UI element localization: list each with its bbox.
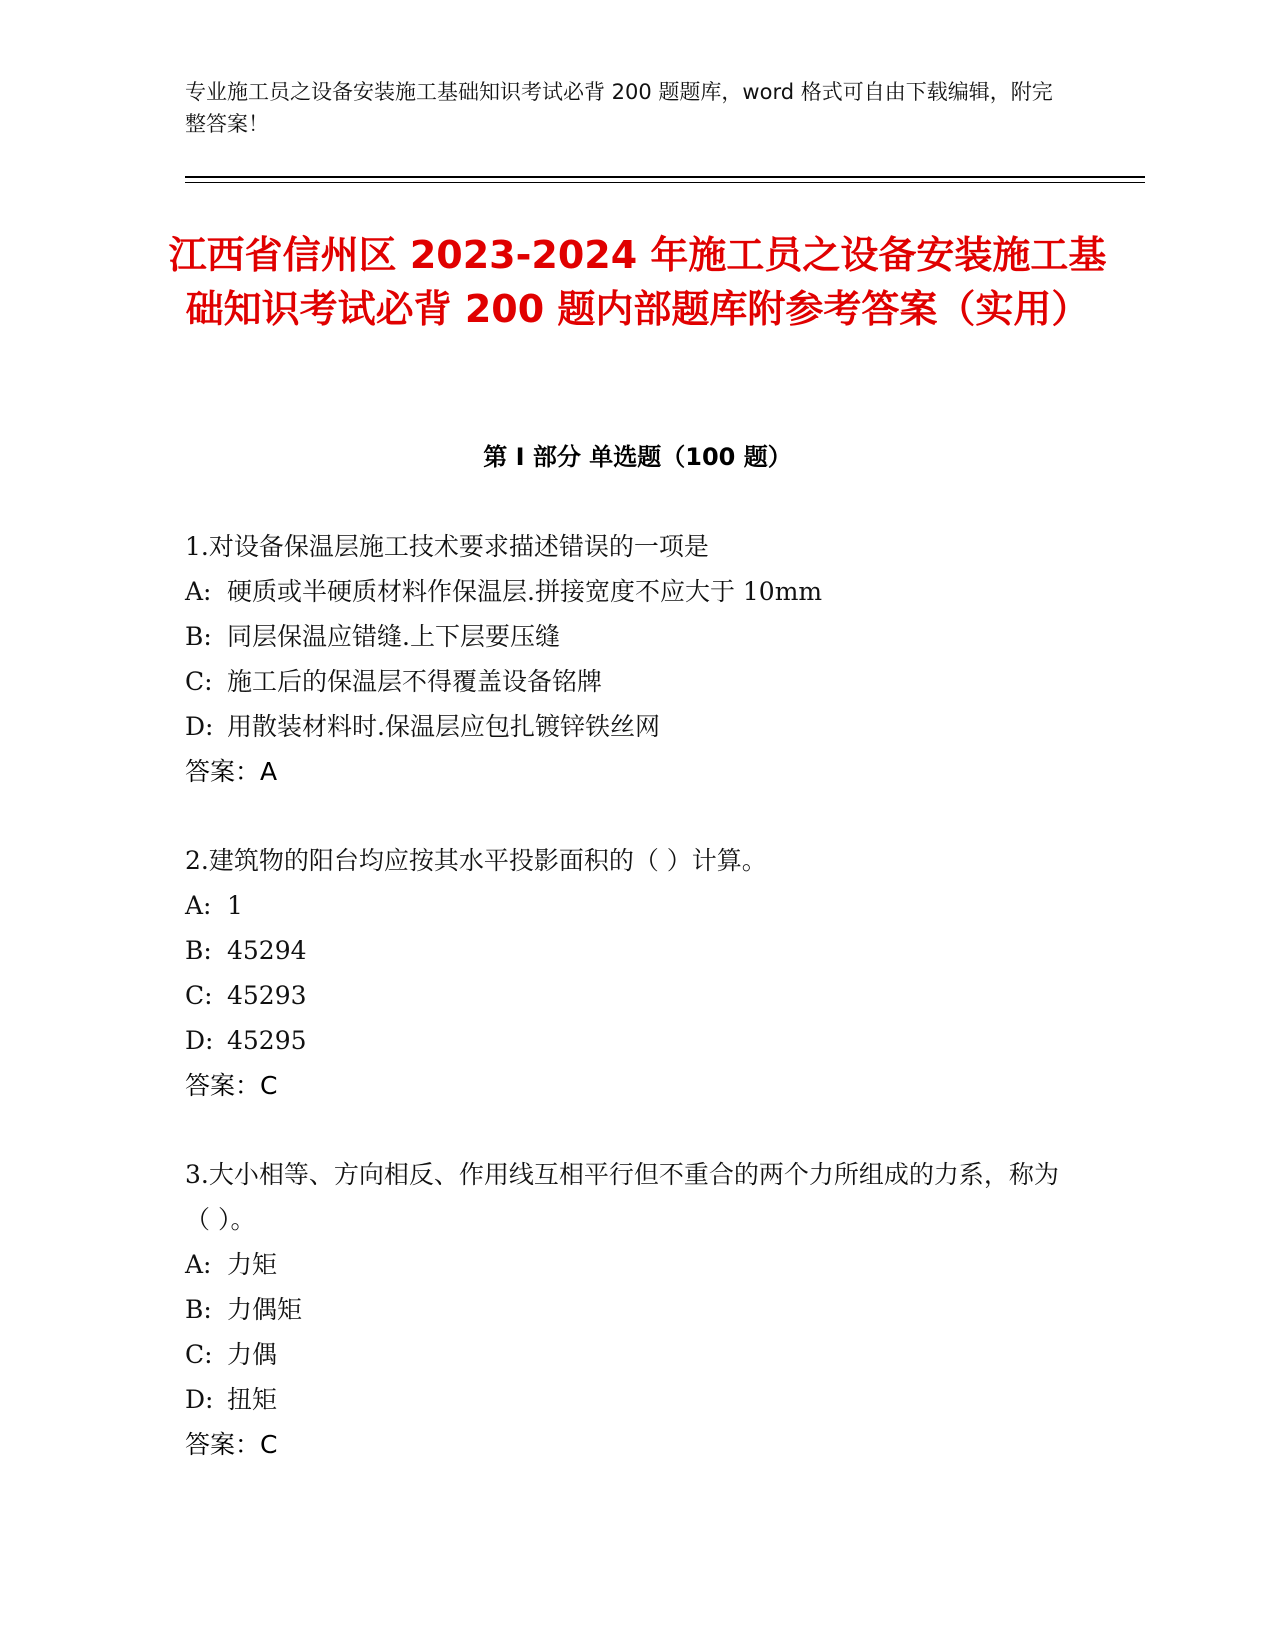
option-label: C: [185,667,213,696]
option-label: D: [185,1026,214,1055]
answer-line [185,749,1065,794]
answer-prefix: 答案： [185,757,261,786]
answer-prefix: 答案： [185,1071,261,1100]
section-heading: 第 I 部分 单选题（100 题） [483,443,792,471]
option-text: 同层保温应错缝.上下层要压缝 [227,622,560,651]
document-title: 江西省信州区 2023-2024 年施工员之设备安装施工基础知识考试必背 200 题内部题库附参考答案（实用） [168,233,1107,331]
option-d [185,1018,1065,1063]
header-note: 专业施工员之设备安装施工基础知识考试必背 200 题题库，word 格式可自由下载编辑，附完整答案！ [185,80,1053,136]
question-3 [185,1152,1065,1467]
answer-prefix: 答案： [185,1430,261,1459]
option-c [185,1332,1065,1377]
option-d [185,1377,1065,1422]
answer-value: A [260,757,278,786]
option-text: 施工后的保温层不得覆盖设备铭牌 [227,667,603,696]
option-text: 用散装材料时.保温层应包扎镀锌铁丝网 [227,712,660,741]
option-label: B: [185,936,212,965]
option-text: 扭矩 [227,1385,278,1414]
option-text: 45293 [227,981,307,1010]
answer-line [185,1063,1065,1108]
option-text: 45294 [227,936,307,965]
answer-line [185,1422,1065,1467]
option-b [185,1287,1065,1332]
option-text: 45295 [227,1026,307,1055]
option-label: D: [185,712,214,741]
option-d [185,704,1065,749]
header-divider-thin [185,182,1145,183]
answer-value: C [260,1430,278,1459]
option-text: 力偶 [227,1340,278,1369]
option-a [185,1242,1065,1287]
option-text: 力偶矩 [227,1295,303,1324]
option-label: A: [185,1250,212,1279]
option-label: B: [185,622,212,651]
option-b [185,928,1065,973]
option-label: C: [185,1340,213,1369]
answer-value: C [260,1071,278,1100]
question-2 [185,838,1065,1108]
option-c [185,973,1065,1018]
question-stem: 1.对设备保温层施工技术要求描述错误的一项是 [185,532,709,561]
option-text: 1 [227,891,243,920]
header-divider-thick [185,176,1145,178]
option-a [185,883,1065,928]
question-1 [185,524,1065,794]
question-stem: 2.建筑物的阳台均应按其水平投影面积的（ ）计算。 [185,846,767,875]
option-text: 硬质或半硬质材料作保温层.拼接宽度不应大于 10mm [227,577,823,606]
option-label: A: [185,891,212,920]
option-text: 力矩 [227,1250,278,1279]
option-label: A: [185,577,212,606]
option-c [185,659,1065,704]
option-label: B: [185,1295,212,1324]
question-list [185,524,1065,1511]
option-a [185,569,1065,614]
option-label: C: [185,981,213,1010]
option-b [185,614,1065,659]
question-stem: 3.大小相等、方向相反、作用线互相平行但不重合的两个力所组成的力系，称为（ ）。 [185,1160,1059,1234]
option-label: D: [185,1385,214,1414]
